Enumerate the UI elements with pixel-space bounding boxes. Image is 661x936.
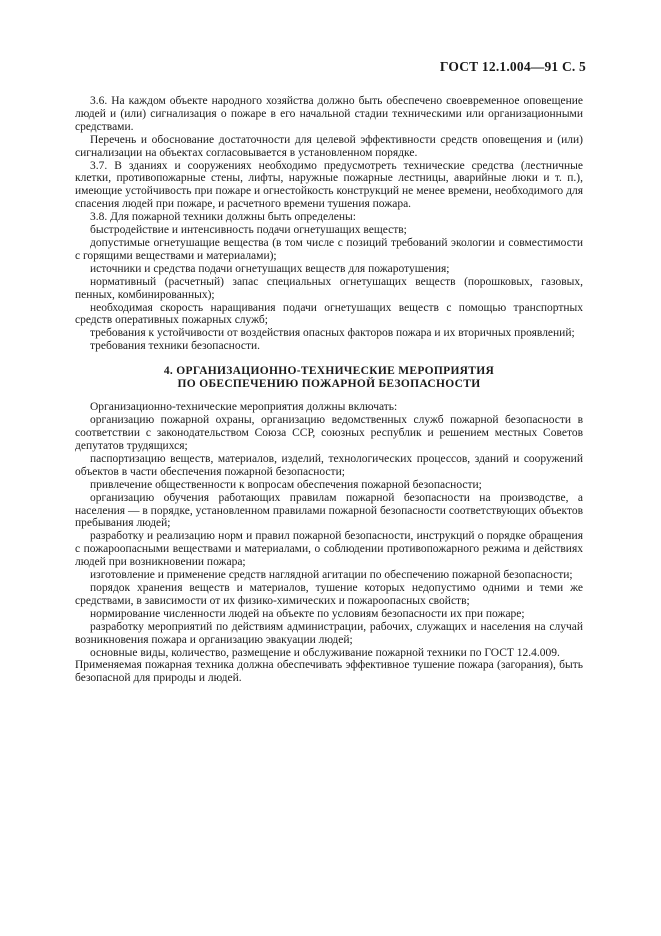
list-item-training: организацию обучения работающих правилам пожарной безопасности на производстве, а населения — в порядке, установленном правилами пожарной безопасности соответствующих объектов пребывания людей; [75,491,583,530]
section-4-heading-line-1: 4. ОРГАНИЗАЦИОННО-ТЕХНИЧЕСКИЕ МЕРОПРИЯТИЯ [163,365,495,378]
list-item-reserve: нормативный (расчетный) запас специальных огнетушащих веществ (порошковых, газовых, пенных, комбинированных); [75,275,583,301]
section-4-heading [75,365,583,390]
list-item-norms: разработку и реализацию норм и правил пожарной безопасности, инструкций о порядке обращения с пожароопасными веществами и материалами, о соблюдении противопожарного режима и действиях людей при возникновении пожара; [75,530,583,569]
paragraph-3-8: 3.8. Для пожарной техники должны быть определены: [90,211,356,224]
section-3-continuation [75,95,583,353]
section-4-body [75,401,583,685]
list-item-safety: требования техники безопасности. [90,340,261,353]
page-body [75,95,583,685]
list-item-fire-service: организацию пожарной охраны, организацию ведомственных служб пожарной безопасности в соответствии с законодательством Союза ССР, союзных республик и решением местных Советов депутатов трудящихся; [75,414,583,453]
paragraph-closing: Применяемая пожарная техника должна обеспечивать эффективное тушение пожара (загорания), быть безопасной для природы и людей. [75,659,583,685]
list-item-occupancy: нормирование численности людей на объекте по условиям безопасности их при пожаре; [90,607,525,620]
list-item-storage: порядок хранения веществ и материалов, тушение которых недопустимо одними и теми же средствами, в зависимости от их физико-химических и пожароопасных свойств; [75,582,583,607]
list-item-resistance: требования к устойчивости от воздействия опасных факторов пожара и их вторичных проявлений; [90,327,575,340]
section-4-heading-line-2: ПО ОБЕСПЕЧЕНИЮ ПОЖАРНОЙ БЕЗОПАСНОСТИ [177,377,481,390]
paragraph-notification-list: Перечень и обоснование достаточности для целевой эффективности средств оповещения и (или) сигнализации на объектах согласовывается в установленном порядке. [75,133,583,159]
list-item-speed: быстродействие и интенсивность подачи огнетушащих веществ; [90,224,407,237]
list-item-certification: паспортизацию веществ, материалов, изделий, технологических процессов, зданий и сооружений объектов в части обеспечения пожарной безопасности; [75,452,583,478]
running-header: ГОСТ 12.1.004—91 С. 5 [439,59,586,74]
list-item-evacuation: разработку мероприятий по действиям администрации, рабочих, служащих и населения на случай возникновения пожара и организацию эвакуации людей; [75,620,583,646]
paragraph-3-6: 3.6. На каждом объекте народного хозяйства должно быть обеспечено своевременное оповещение людей и (или) сигнализация о пожаре в его начальной стадии техническими или организационными средствами. [75,95,583,133]
list-item-equipment: основные виды, количество, размещение и обслуживание пожарной техники по ГОСТ 12.4.009. [90,646,560,659]
list-item-agents: допустимые огнетушащие вещества (в том числе с позиций требований экологии и совместимости с горящими веществами и материалами); [75,236,583,262]
paragraph-3-7: 3.7. В зданиях и сооружениях необходимо предусмотреть технические средства (лестничные клетки, противопожарные стены, лифты, наружные пожарные лестницы, аварийные люки и т. п.), имеющие устойчивость при пожаре и огнестойкость конструкций не менее времени, необходимого для спасения людей при пожаре, и расчетного времени тушения пожара. [75,159,583,211]
list-item-sources: источники и средства подачи огнетушащих веществ для пожаротушения; [90,262,450,275]
list-item-ramp-rate: необходимая скорость наращивания подачи огнетушащих веществ с помощью транспортных средств оперативных пожарных служб; [75,301,583,327]
list-item-public-involvement: привлечение общественности к вопросам обеспечения пожарной безопасности; [90,478,482,491]
list-item-visual-agitation: изготовление и применение средств наглядной агитации по обеспечению пожарной безопасности; [90,569,573,582]
paragraph-measures-intro: Организационно-технические мероприятия должны включать: [90,401,398,414]
